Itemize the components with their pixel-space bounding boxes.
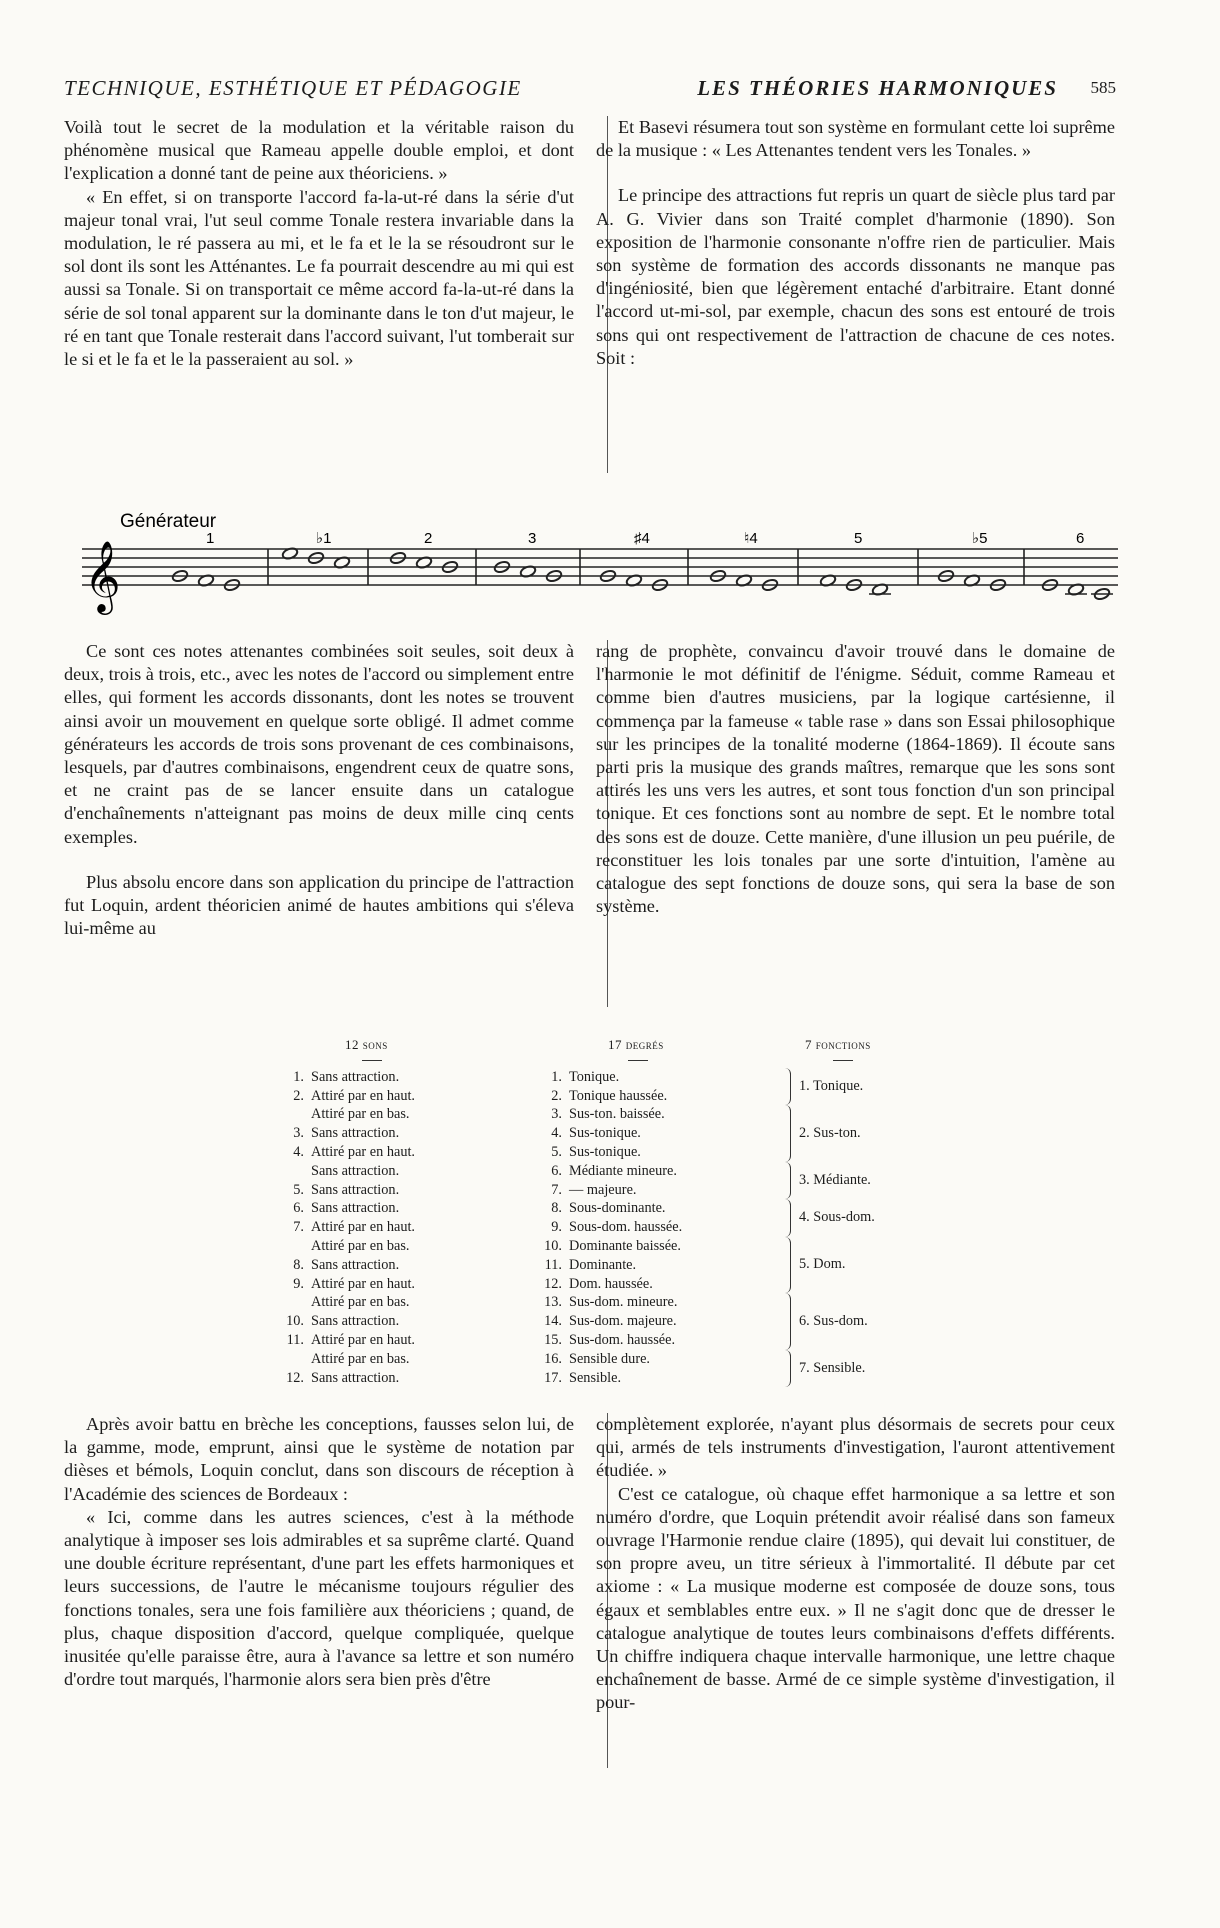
fonctions-header: 7 fonctions	[805, 1037, 871, 1052]
row-number: 8.	[551, 1200, 562, 1217]
degree-label: 2	[424, 530, 433, 547]
degree-label: 1	[206, 530, 215, 547]
paragraph: C'est ce catalogue, où chaque effet harmonique a sa lettre et son numéro d'ordre, que Loquin prétendit avoir réalisé dans son fameux ouvrage l'Harmonie rendue claire (1895), qui devait lui constituer, de son propre aveu, un titre sérieux à l'immortalité. Il débute par cet axiome : « La musique moderne est composée de douze sons, tous égaux et semblables entre eux. » Il ne s'agit donc que de dresser le catalogue analytique de toutes leurs combinaisons d'effets différents. Un chiffre indiquera chaque intervalle harmonique, une lettre chaque enchaînement de basse. Armé de ce simple système d'investigation, il pour-	[596, 1483, 1115, 1713]
degree-label: 3	[528, 530, 537, 547]
table-row	[528, 1237, 748, 1256]
row-text: Attiré par en bas.	[311, 1106, 410, 1123]
row-text: Sans attraction.	[311, 1162, 400, 1179]
row-text: Sous-dominante.	[569, 1200, 666, 1217]
table-row	[528, 1143, 748, 1162]
row-number: 7.	[551, 1181, 562, 1198]
row-number: 4.	[551, 1125, 562, 1142]
degres-column	[528, 1036, 748, 1387]
row-number: 11.	[286, 1331, 304, 1348]
row-number: 11.	[544, 1256, 562, 1273]
table-row	[528, 1199, 748, 1218]
degree-label: 6	[1076, 530, 1085, 547]
degree-label: ♮4	[744, 530, 758, 547]
row-text: Attiré par en haut.	[311, 1275, 416, 1292]
row-number: 3.	[293, 1125, 304, 1142]
table-row	[270, 1237, 520, 1256]
row-text: Sus-tonique.	[569, 1143, 641, 1160]
function-label: 3. Médiante.	[799, 1171, 871, 1188]
row-number: 13.	[544, 1294, 562, 1311]
table-row	[528, 1181, 748, 1200]
paragraph: Et Basevi résumera tout son système en formulant cette loi suprême de la musique : « Les Attenantes tendent vers les Tonales. »	[596, 117, 1115, 161]
table-row	[270, 1275, 520, 1294]
sons-header: 12 sons	[345, 1037, 388, 1052]
row-text: Dominante.	[569, 1256, 637, 1273]
row-number: 3.	[551, 1106, 562, 1123]
brace	[785, 1293, 791, 1349]
row-text: Sans attraction.	[311, 1125, 400, 1142]
row-number: 12.	[286, 1369, 304, 1386]
function-label: 5. Dom.	[799, 1256, 846, 1273]
row-number: 7.	[293, 1219, 304, 1236]
row-text: Médiante mineure.	[569, 1162, 677, 1179]
column-left-block2	[64, 640, 574, 940]
fonctions-column	[785, 1036, 970, 1386]
table-row	[528, 1312, 748, 1331]
brace	[785, 1105, 791, 1161]
table-row	[270, 1162, 520, 1181]
row-number: 8.	[293, 1256, 304, 1273]
column-left-block3	[64, 1413, 574, 1691]
table-row	[270, 1181, 520, 1200]
function-label: 6. Sus-dom.	[799, 1312, 868, 1329]
column-right-block1	[596, 116, 1115, 370]
row-text: Dominante baissée.	[569, 1237, 681, 1254]
row-text: Sus-dom. mineure.	[569, 1294, 678, 1311]
row-number: 10.	[286, 1313, 304, 1330]
row-number: 4.	[293, 1143, 304, 1160]
row-text: Sensible.	[569, 1369, 622, 1386]
degres-header: 17 degrés	[608, 1037, 664, 1052]
degree-label: ♭1	[316, 530, 332, 547]
row-text: — majeure.	[569, 1181, 637, 1198]
function-label: 7. Sensible.	[799, 1359, 866, 1376]
degree-label: ♭5	[972, 530, 988, 547]
row-number: 17.	[544, 1369, 562, 1386]
brace	[785, 1068, 791, 1106]
table-row	[270, 1124, 520, 1143]
row-text: Sus-tonique.	[569, 1125, 641, 1142]
row-text: Sus-ton. baissée.	[569, 1106, 665, 1123]
function-label: 1. Tonique.	[799, 1077, 864, 1094]
row-text: Sans attraction.	[311, 1313, 400, 1330]
function-label: 4. Sous-dom.	[799, 1209, 875, 1226]
table-row	[270, 1143, 520, 1162]
row-number: 2.	[293, 1087, 304, 1104]
table-row	[270, 1068, 520, 1087]
row-number: 6.	[293, 1200, 304, 1217]
row-text: Sans attraction.	[311, 1256, 400, 1273]
paragraph: Le principe des attractions fut repris un quart de siècle plus tard par A. G. Vivier dans son Traité complet d'harmonie (1890). Son exposition de l'harmonie consonante n'offre rien de particulier. Mais son système de formation des accords dissonants ne manque pas d'ingéniosité, bien que légèrement entaché d'arbitraire. Etant donné l'accord ut-mi-sol, par exemple, chacun des sons est entouré de trois sons qui ont respectivement de l'attraction de chacune de ces notes. Soit :	[596, 185, 1115, 368]
running-head	[64, 76, 1116, 104]
row-text: Attiré par en haut.	[311, 1219, 416, 1236]
row-text: Attiré par en bas.	[311, 1350, 410, 1367]
paragraph: rang de prophète, convaincu d'avoir trouvé dans le domaine de l'harmonie le mot définitif de l'énigme. Séduit, comme Rameau et comme bien d'autres musiciens, par la logique cartésienne, il commença par la fameuse « table rase » dans son Essai philosophique sur les principes de la tonalité moderne (1864-1869). Il écoute sans parti pris la musique des grands maîtres, remarque que les sons sont attirés les uns vers les autres, et sont tous fonction d'un son principal tonique. Et ces fonctions sont au nombre de sept. Et le nombre total des sons est de douze. Cette manière, d'une illusion un peu puérile, de reconstituer les lois tonales par une sorte d'intuition, l'amène au catalogue des sept fonctions de douze sons, qui sera la base de son système.	[596, 641, 1115, 917]
row-text: Tonique.	[569, 1068, 620, 1085]
brace	[785, 1162, 791, 1200]
table-row	[270, 1105, 520, 1124]
table-row	[270, 1293, 520, 1312]
music-staff-example	[78, 505, 1128, 620]
table-row	[270, 1218, 520, 1237]
row-text: Dom. haussée.	[569, 1275, 653, 1292]
row-number: 12.	[544, 1275, 562, 1292]
row-text: Attiré par en haut.	[311, 1331, 416, 1348]
row-number: 9.	[551, 1219, 562, 1236]
row-text: Sans attraction.	[311, 1200, 400, 1217]
table-row	[270, 1087, 520, 1106]
paragraph: « Ici, comme dans les autres sciences, c'est à la méthode analytique à imposer ses lois admirables et sa suprême clarté. Quand une double écriture représentant, d'une part les effets harmoniques et leurs successions, de l'autre le mécanisme toujours régulier des fonctions tonales, sera une fois familière aux théoriciens ; quand, de plus, chaque disposition d'accord, quelque compliquée, quelque inusitée qu'elle paraisse être, aura à l'avance sa lettre et son numéro d'ordre tout marqués, l'harmonie alors sera bien près d'être	[64, 1506, 574, 1690]
row-text: Sus-dom. majeure.	[569, 1313, 677, 1330]
row-number: 9.	[293, 1275, 304, 1292]
row-text: Tonique haussée.	[569, 1087, 668, 1104]
brace	[785, 1350, 791, 1388]
functions-table	[270, 1036, 970, 1386]
table-row	[528, 1087, 748, 1106]
paragraph: « En effet, si on transporte l'accord fa-la-ut-ré dans la série d'ut majeur tonal vrai, l'ut seul comme Tonale restera invariable dans la modulation, le ré passera au mi, et le fa et le la se résoudront sur le sol dont ils sont les Atténantes. Le fa pourrait descendre au mi qui est aussi sa Tonale. Si on transportait ce même accord fa-la-ut-ré dans la série de sol tonal apparent sur la dominante dans le ton d'ut majeur, le ré en tant que Tonale resterait dans l'accord suivant, l'ut tomberait sur le si et le fa et le la passeraient au sol. »	[64, 186, 574, 370]
table-row	[528, 1293, 748, 1312]
table-row	[528, 1369, 748, 1388]
row-number: 5.	[551, 1143, 562, 1160]
table-row	[270, 1350, 520, 1369]
degree-label: 5	[854, 530, 863, 547]
row-text: Attiré par en haut.	[311, 1143, 416, 1160]
page-number: 585	[1090, 78, 1116, 97]
paragraph: Après avoir battu en brèche les conceptions, fausses selon lui, de la gamme, mode, emprunt, ainsi que le système de notation par dièses et bémols, Loquin conclut, dans son discours de réception à l'Académie des sciences de Bordeaux :	[64, 1414, 574, 1504]
table-row	[528, 1331, 748, 1350]
row-number: 16.	[544, 1350, 562, 1367]
row-text: Sous-dom. haussée.	[569, 1219, 683, 1236]
table-row	[528, 1275, 748, 1294]
row-number: 1.	[551, 1068, 562, 1085]
row-number: 15.	[544, 1331, 562, 1348]
row-number: 1.	[293, 1068, 304, 1085]
treble-clef-icon: 𝄞	[84, 539, 121, 612]
row-number: 10.	[544, 1237, 562, 1254]
row-number: 2.	[551, 1087, 562, 1104]
column-left-block1	[64, 116, 574, 371]
row-text: Sans attraction.	[311, 1181, 400, 1198]
row-text: Attiré par en bas.	[311, 1294, 410, 1311]
table-row	[528, 1162, 748, 1181]
row-text: Attiré par en bas.	[311, 1237, 410, 1254]
running-head-left: TECHNIQUE, ESTHÉTIQUE ET PÉDAGOGIE	[64, 76, 522, 100]
column-right-block3	[596, 1413, 1115, 1715]
table-row	[270, 1312, 520, 1331]
table-row	[528, 1068, 748, 1087]
generateur-label: Générateur	[120, 511, 217, 532]
row-number: 14.	[544, 1313, 562, 1330]
column-right-block2	[596, 640, 1115, 918]
row-text: Attiré par en haut.	[311, 1087, 416, 1104]
table-row	[528, 1218, 748, 1237]
table-row	[270, 1331, 520, 1350]
table-row	[528, 1124, 748, 1143]
sons-column	[270, 1036, 520, 1387]
row-text: Sensible dure.	[569, 1350, 650, 1367]
running-head-right: LES THÉORIES HARMONIQUES	[697, 76, 1058, 100]
table-row	[528, 1105, 748, 1124]
table-row	[528, 1256, 748, 1275]
paragraph: complètement explorée, n'ayant plus désormais de secrets pour ceux qui, armés de tels instruments d'investigation, l'auront attentivement étudiée. »	[596, 1414, 1115, 1481]
table-row	[270, 1369, 520, 1388]
brace	[785, 1237, 791, 1293]
table-row	[528, 1350, 748, 1369]
row-text: Sans attraction.	[311, 1369, 400, 1386]
row-text: Sus-dom. haussée.	[569, 1331, 676, 1348]
row-number: 6.	[551, 1162, 562, 1179]
brace	[785, 1199, 791, 1237]
paragraph: Voilà tout le secret de la modulation et la véritable raison du phénomène musical que Rameau appelle double emploi, et dont l'explication a donné tant de peine aux théoriciens. »	[64, 117, 574, 184]
paragraph: Plus absolu encore dans son application du principe de l'attraction fut Loquin, ardent théoricien animé de hautes ambitions qui s'éleva lui-même au	[64, 871, 574, 939]
paragraph: Ce sont ces notes attenantes combinées soit seules, soit deux à deux, trois à trois, etc., avec les notes de l'accord ou simplement entre elles, qui forment les accords dissonants, dont les notes se trouvent ainsi avoir un mouvement en quelque sorte obligé. Il admet comme générateurs les accords de trois sons provenant de ces combinaisons, lesquels, par d'autres combinaisons, engendrent ceux de quatre sons, et ne craint pas de se lancer ensuite dans un catalogue d'enchaînements n'atteignant pas moins de deux mille cinq cents exemples.	[64, 641, 574, 847]
row-number: 5.	[293, 1181, 304, 1198]
table-row	[270, 1256, 520, 1275]
table-row	[270, 1199, 520, 1218]
row-text: Sans attraction.	[311, 1068, 400, 1085]
function-label: 2. Sus-ton.	[799, 1124, 861, 1141]
degree-label: ♯4	[634, 530, 650, 547]
